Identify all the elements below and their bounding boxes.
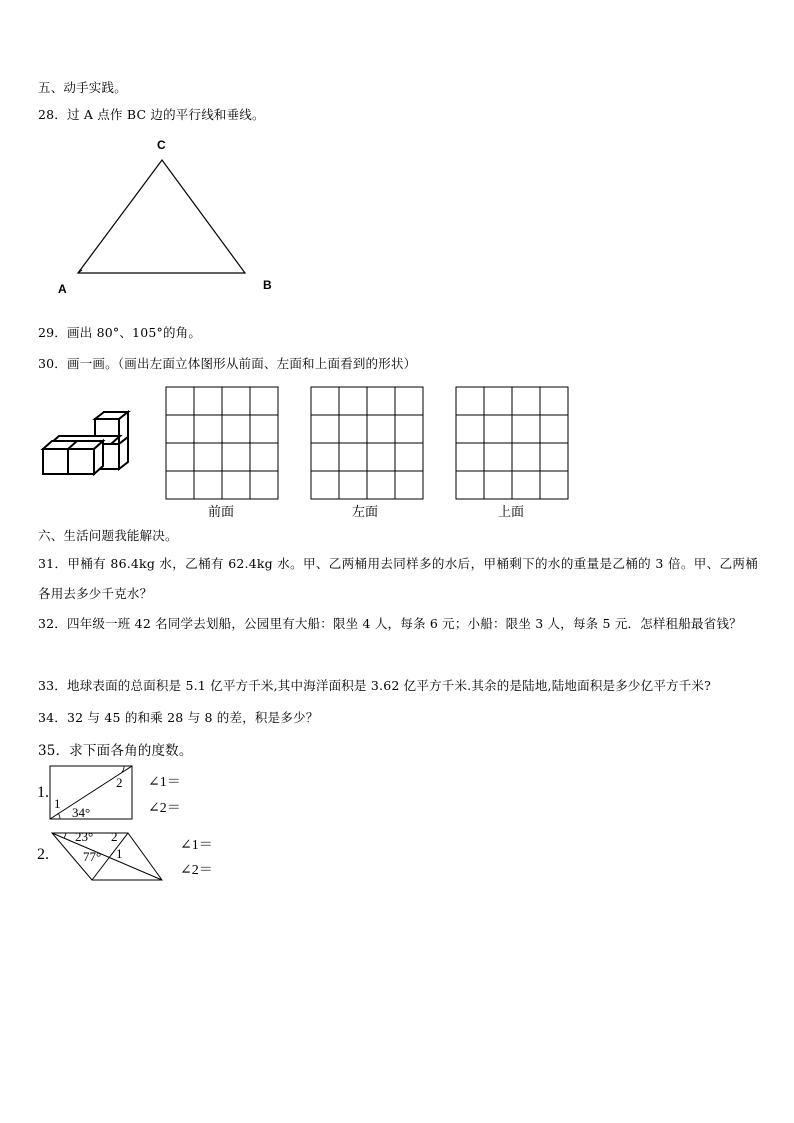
vertex-a-label: A: [58, 282, 67, 296]
question-34-text: 34．32 与 45 的和乘 28 与 8 的差，积是多少？: [38, 710, 319, 725]
fig2-number: 2.: [37, 846, 49, 863]
question-28-text: 28．过 A 点作 BC 边的平行线和垂线。: [38, 107, 265, 122]
fig1-answer-2: ∠2＝: [148, 801, 181, 816]
top-view-label: 上面: [498, 505, 525, 520]
vertex-b-label: B: [263, 278, 272, 292]
section-6-title: 六、生活问题我能解决。: [38, 528, 178, 543]
question-32-text: 32．四年级一班 42 名同学去划船，公园里有大船：限坐 4 人，每条 6 元；小船：限坐 3 人，每条 5 元．怎样租船最省钱？: [38, 616, 742, 631]
fig1-answer-1: ∠1＝: [148, 775, 181, 790]
fig2-angle-2-label: 2: [111, 829, 118, 844]
fig1-angle-2-label: 2: [116, 775, 123, 790]
question-35-text: 35．求下面各角的度数。: [38, 743, 193, 759]
question-29-text: 29．画出 80°、105°的角。: [38, 325, 202, 340]
fig1-number: 1.: [37, 784, 49, 801]
question-31-text: 31．甲桶有 86.4kg 水，乙桶有 62.4kg 水。甲、乙两桶用去同样多的水后，甲桶剩下的水的重量是乙桶的 3 倍。甲、乙两桶各用去多少千克水？: [38, 556, 758, 601]
question-33-text: 33．地球表面的总面积是 5.1 亿平方千米,其中海洋面积是 3.62 亿平方千米.其余的是陆地,陆地面积是多少亿平方千米?: [38, 678, 712, 693]
fig2-given-angle-a: 23°: [75, 829, 94, 844]
fig2-angle-1-label: 1: [116, 846, 123, 861]
fig1-angle-1-label: 1: [54, 796, 61, 811]
fig1-given-angle: 34°: [72, 805, 91, 820]
fig2-given-angle-b: 77°: [83, 849, 102, 864]
fig2-answer-2: ∠2＝: [180, 863, 213, 878]
vertex-c-label: C: [157, 138, 166, 152]
section-5-title: 五、动手实践。: [38, 80, 127, 95]
fig2-answer-1: ∠1＝: [180, 838, 213, 853]
left-view-label: 左面: [352, 505, 379, 520]
front-view-label: 前面: [208, 505, 235, 520]
question-30-text: 30．画一画。（画出左面立体图形从前面、左面和上面看到的形状）: [38, 356, 417, 371]
